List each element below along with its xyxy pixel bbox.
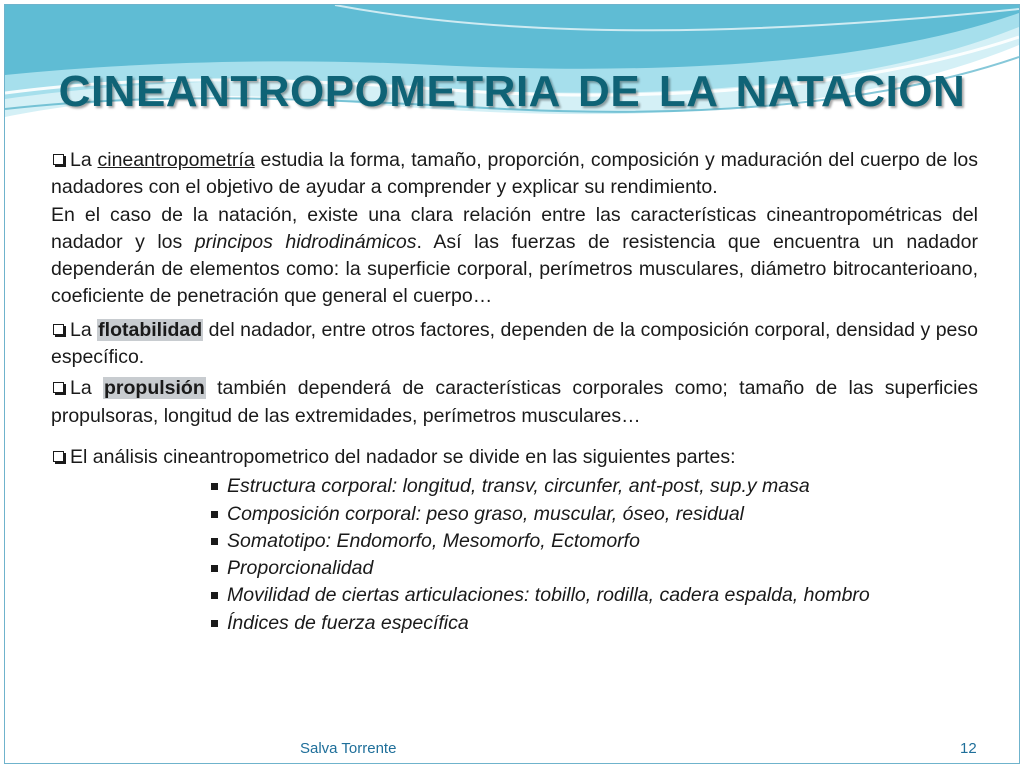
list-item: Movilidad de ciertas articulaciones: tobillo, rodilla, cadera espalda, hombro (209, 582, 978, 609)
term-principios-hidrodinamicos: principos hidrodinámicos (194, 230, 417, 253)
paragraph-propulsion: La propulsión también dependerá de características corporales como; tamaño de las superficies propulsoras, longitud de las extremidades, perímetros musculares… (51, 377, 978, 427)
list-item: Índices de fuerza específica (209, 610, 978, 637)
slide (4, 4, 1020, 764)
footer-author: Salva Torrente (300, 740, 397, 757)
term-propulsion: propulsión (104, 377, 205, 400)
slide-body (51, 147, 978, 637)
checkbox-square-icon (53, 451, 64, 462)
footer-page-number: 12 (960, 740, 977, 757)
list-item: Composición corporal: peso graso, muscular, óseo, residual (209, 501, 978, 528)
filled-square-icon (211, 538, 218, 545)
filled-square-icon (211, 511, 218, 518)
paragraph-analisis: El análisis cineantropometrico del nadador se divide en las siguientes partes: (51, 444, 978, 471)
paragraph-cineantropometria: La cineantropometría estudia la forma, tamaño, proporción, composición y maduración del cuerpo de los nadadores con el objetivo de ayudar a comprender y explicar su rendimiento. (51, 149, 978, 199)
list-item: Estructura corporal: longitud, transv, circunfer, ant-post, sup.y masa (209, 473, 978, 500)
checkbox-square-icon (53, 154, 64, 165)
checkbox-square-icon (53, 382, 64, 393)
term-flotabilidad: flotabilidad (98, 318, 203, 341)
paragraph-natacion: En el caso de la natación, existe una clara relación entre las características cineantropométricas del nadador y los principos hidrodinámicos. Así las fuerzas de resistencia que encuentra un nadador dependerán de elementos como: la superficie corporal, perímetros musculares, diámetro bitrocanterioano, coeficiente de penetración que general el cuerpo… (51, 203, 978, 308)
filled-square-icon (211, 483, 218, 490)
term-cineantropometria: cineantropometría (97, 149, 255, 171)
checkbox-square-icon (53, 324, 64, 335)
list-item: Somatotipo: Endomorfo, Mesomorfo, Ectomorfo (209, 528, 978, 555)
paragraph-flotabilidad: La flotabilidad del nadador, entre otros factores, dependen de la composición corporal, densidad y peso específico. (51, 318, 978, 369)
list-item: Proporcionalidad (209, 555, 978, 582)
filled-square-icon (211, 565, 218, 572)
analysis-parts-list (51, 473, 978, 637)
filled-square-icon (211, 592, 218, 599)
filled-square-icon (211, 620, 218, 627)
slide-title: CINEANTROPOMETRIA DE LA NATACION (58, 67, 966, 116)
